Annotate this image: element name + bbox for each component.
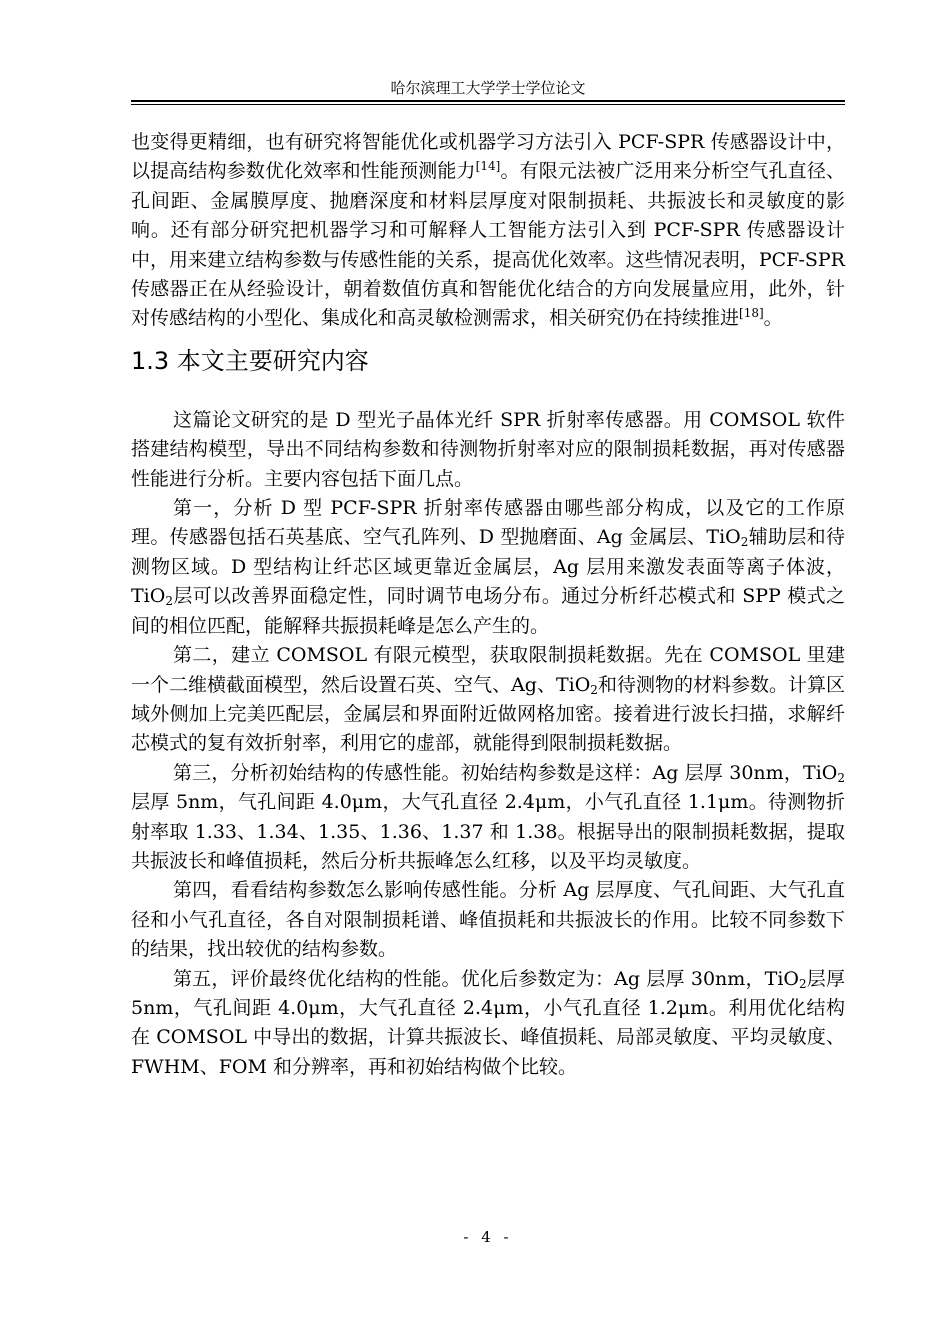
header-rule-thick [131,100,845,102]
text-run: 。 [763,307,783,330]
text-run: 第三，分析初始结构的传感性能。初始结构参数是这样：Ag 层厚 30nm，TiO [173,761,838,784]
text-run: 和待测物的材料参数。计算区域外侧加上完美匹配层，金属层和界面附近做网格加密。接着进行波长扫描，求解纤芯模式的复有效折射率，利用它的虚部，就能得到限制损耗数据。 [131,673,845,755]
paragraph-point-3 [131,759,845,877]
subscript: 2 [837,770,845,785]
text-run: 辅助层和待测物区域。D 型结构让纤芯区域更靠近金属层，Ag 层用来激发表面等离子体波，TiO [131,526,845,608]
text-run: 第五，评价最终优化结构的性能。优化后参数定为：Ag 层厚 30nm，TiO [173,967,799,990]
subscript: 2 [740,535,749,550]
paragraph-point-4: 第四，看看结构参数怎么影响传感性能。分析 Ag 层厚度、气孔间距、大气孔直径和小气孔直径，各自对限制损耗谱、峰值损耗和共振波长的作用。比较不同参数下的结果，找出较优的结构参数。 [131,879,845,961]
citation-ref: [14] [475,159,501,174]
text-run: 层厚 5nm，气孔间距 4.0μm，大气孔直径 2.4μm，小气孔直径 1.2μm。利用优化结构在 COMSOL 中导出的数据，计算共振波长、峰值损耗、局部灵敏度、平均灵敏度、FWHM、FOM 和分辨率，再和初始结构做个比较。 [131,967,845,1078]
text-run: 层厚 5nm，气孔间距 4.0μm，大气孔直径 2.4μm，小气孔直径 1.1μm。待测物折射率取 1.33、1.34、1.35、1.36、1.37 和 1.38。根据导出的限制损耗数据，提取共振波长和峰值损耗，然后分析共振峰怎么红移，以及平均灵敏度。 [131,791,845,872]
paragraph-point-1 [131,494,845,641]
page-body [131,128,845,1082]
subscript: 2 [798,976,807,991]
paragraph-point-2 [131,641,845,759]
header-rule-thin [131,104,845,105]
text-run: 第二，建立 COMSOL 有限元模型，获取限制损耗数据。先在 COMSOL 里建一个二维横截面模型，然后设置石英、空气、Ag、TiO [131,644,845,696]
text-run: 。有限元法被广泛用来分析空气孔直径、孔间距、金属膜厚度、抛磨深度和材料层厚度对限制损耗、共振波长和灵敏度的影响。还有部分研究把机器学习和可解释人工智能方法引入到 PCF-SPR 传感器设计中，用来建立结构参数与传感性能的关系，提高优化效率。这些情况表明，PCF-SPR 传感器正在从经验设计，朝着数值仿真和智能优化结合的方向发展量应用，此外，针对传感结构的小型化、集成化和高灵敏检测需求，相关研究仍在持续推进 [131,160,845,330]
citation-ref: [18] [739,306,764,321]
subscript: 2 [590,682,598,697]
text-run: 也变得更精细，也有研究将智能优化或机器学习方法引入 PCF-SPR 传感器设计中，以提高结构参数优化效率和性能预测能力 [131,131,845,183]
running-header: 哈尔滨理工大学学士学位论文 [390,79,586,97]
section-heading: 1.3 本文主要研究内容 [131,346,369,375]
paragraph-intro: 这篇论文研究的是 D 型光子晶体光纤 SPR 折射率传感器。用 COMSOL 软件搭建结构模型，导出不同结构参数和待测物折射率对应的限制损耗数据，再对传感器性能进行分析。主要内容包括下面几点。 [131,408,845,490]
text-run: 第一，分析 D 型 PCF-SPR 折射率传感器由哪些部分构成，以及它的工作原理。传感器包括石英基底、空气孔阵列、D 型抛磨面、Ag 金属层、TiO [131,497,845,549]
text-run: 层可以改善界面稳定性，同时调节电场分布。通过分析纤芯模式和 SPP 模式之间的相位匹配，能解释共振损耗峰是怎么产生的。 [131,585,845,637]
page-number: - 4 - [463,1228,513,1246]
paragraph-point-5 [131,965,845,1083]
subscript: 2 [165,594,173,609]
paragraph-continued [131,128,845,334]
